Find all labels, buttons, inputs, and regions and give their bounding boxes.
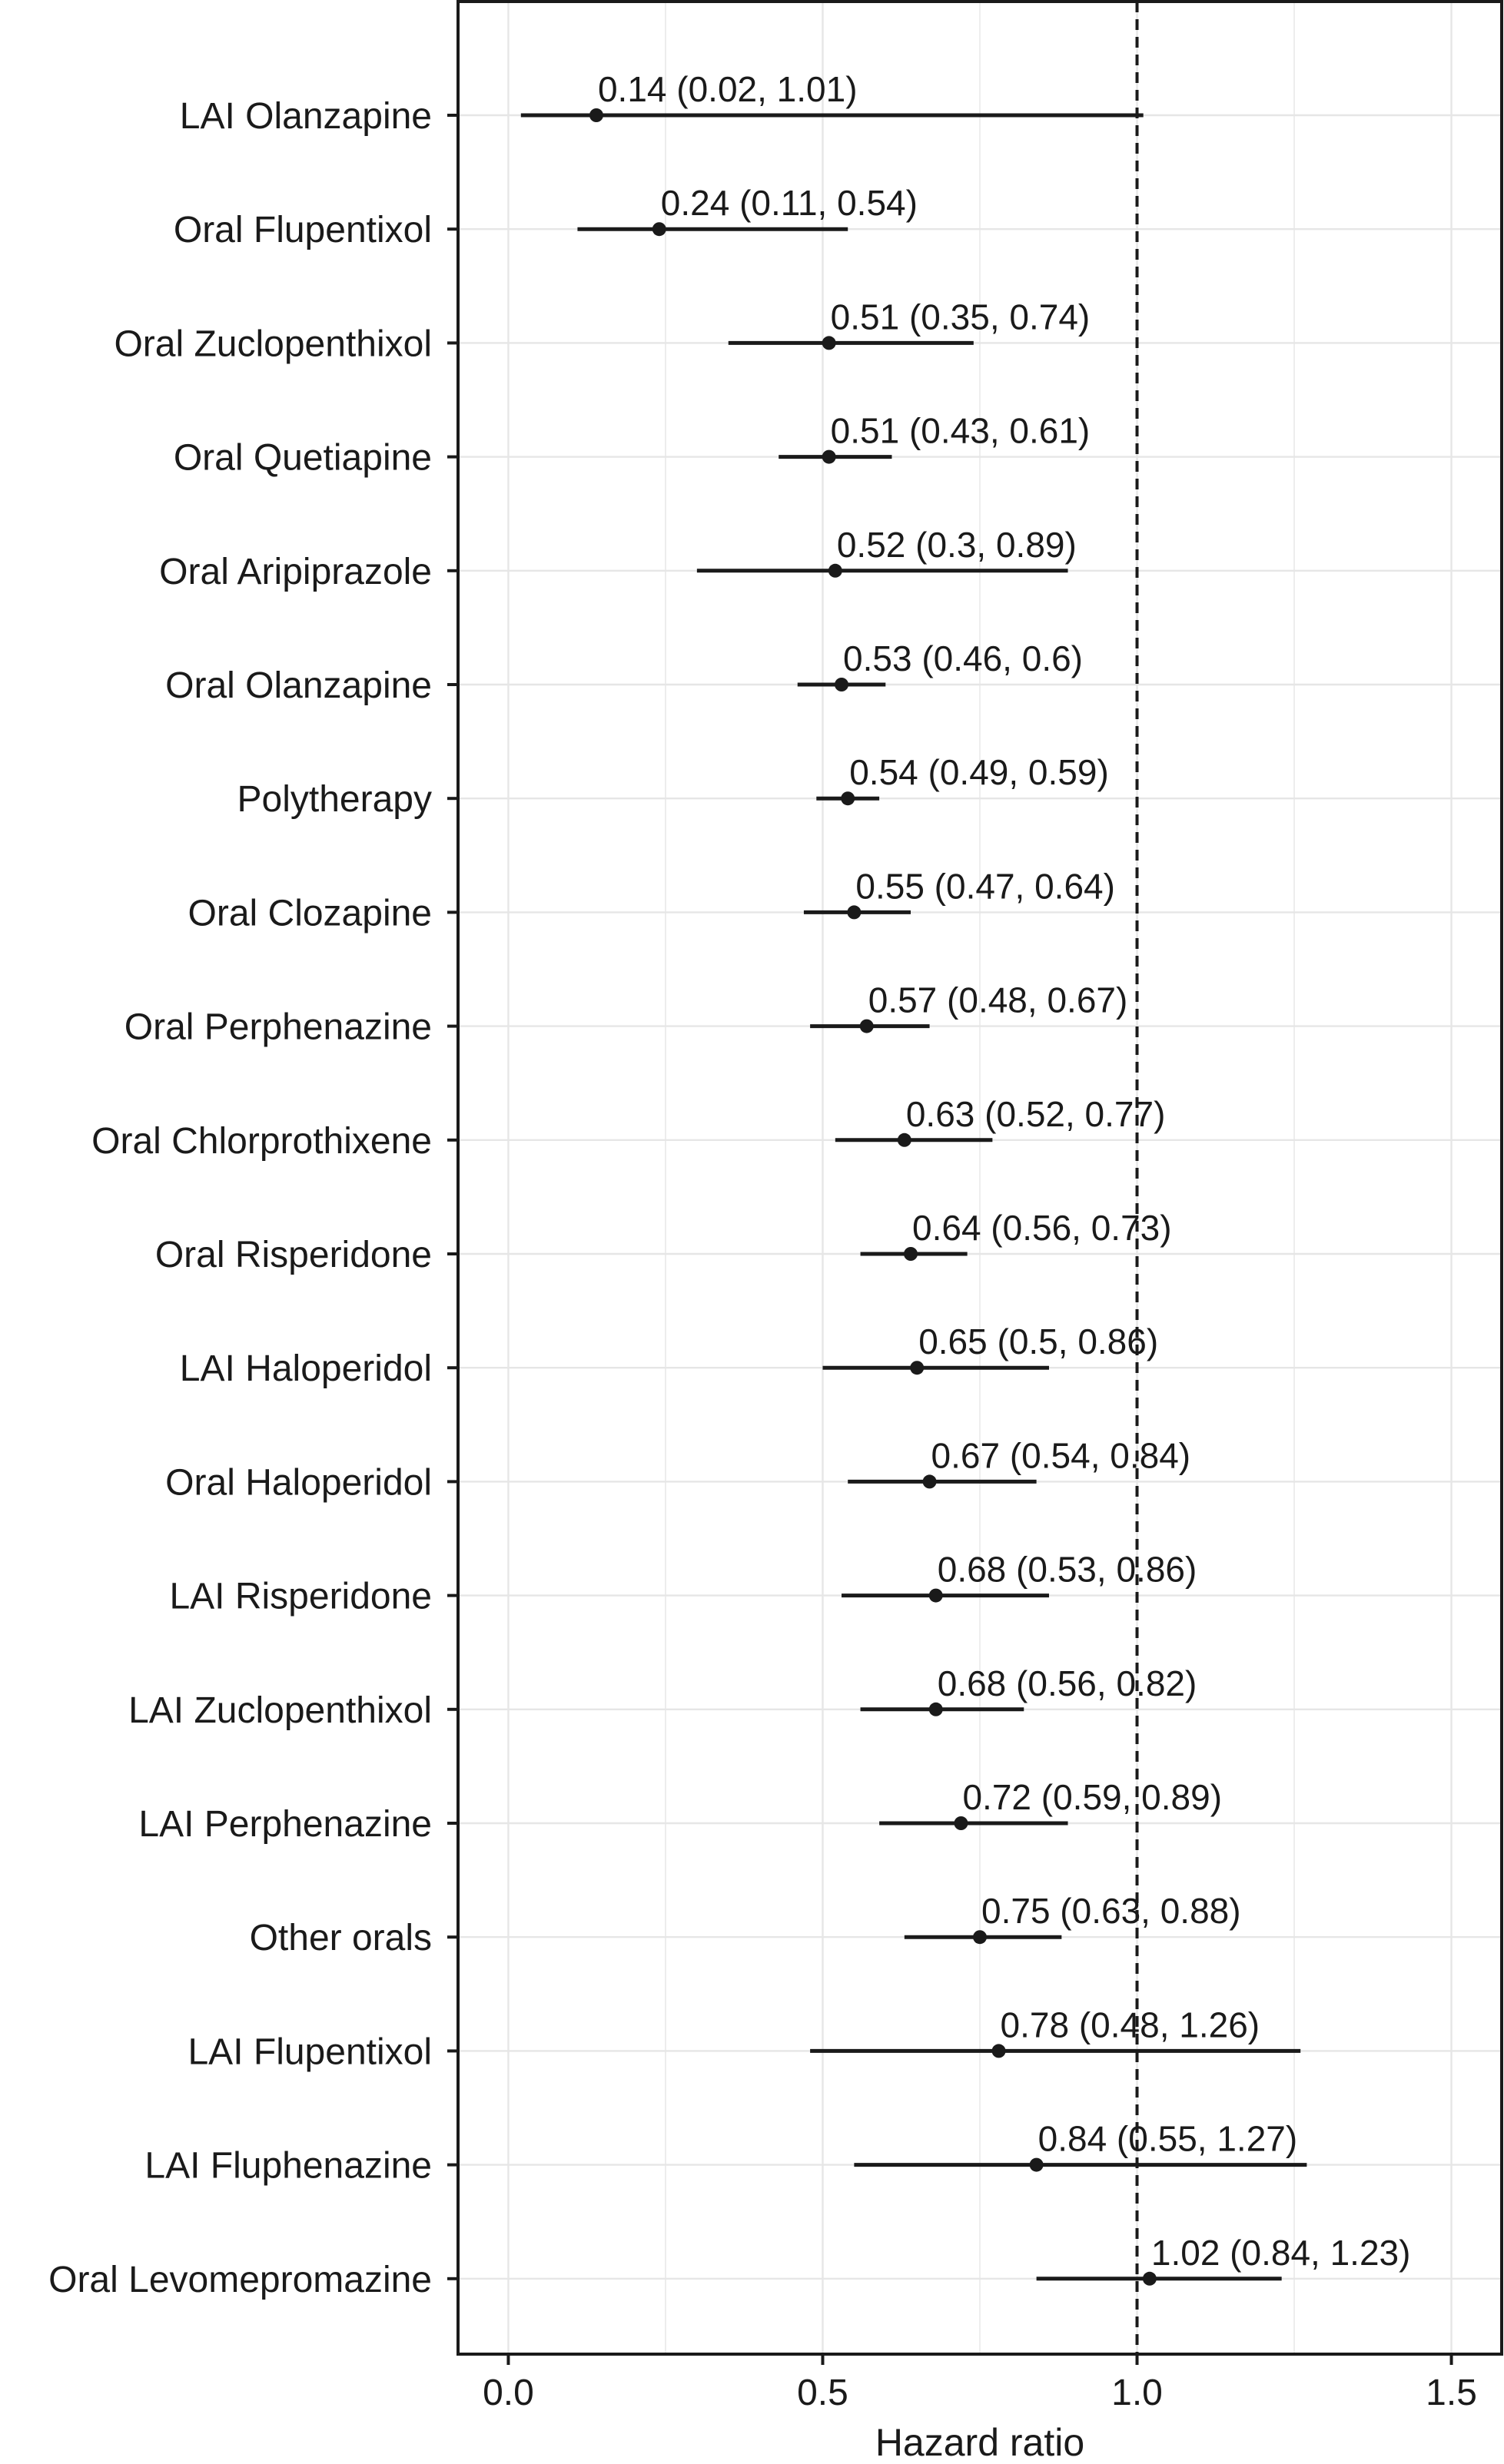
- point-estimate: [923, 1474, 937, 1488]
- y-tick-label: LAI Olanzapine: [179, 96, 432, 137]
- point-estimate: [929, 1589, 943, 1603]
- point-estimate: [898, 1133, 911, 1147]
- point-estimate: [904, 1247, 918, 1261]
- data-label: 0.55 (0.47, 0.64): [855, 866, 1115, 907]
- y-tick-label: LAI Haloperidol: [179, 1348, 432, 1390]
- point-estimate: [589, 108, 603, 122]
- y-tick-label: Oral Flupentixol: [173, 210, 432, 251]
- data-label: 0.54 (0.49, 0.59): [849, 752, 1109, 793]
- point-estimate: [822, 336, 836, 350]
- data-label: 0.57 (0.48, 0.67): [868, 980, 1128, 1020]
- y-tick-label: LAI Fluphenazine: [144, 2145, 432, 2187]
- point-estimate: [652, 222, 666, 236]
- x-tick-label: 1.0: [1111, 2373, 1163, 2413]
- data-label: 0.67 (0.54, 0.84): [931, 1435, 1191, 1476]
- x-tick-label: 0.0: [483, 2373, 534, 2413]
- point-estimate: [860, 1020, 874, 1033]
- y-tick-label: Oral Quetiapine: [173, 437, 432, 479]
- data-label: 0.72 (0.59, 0.89): [962, 1777, 1223, 1817]
- data-label: 0.78 (0.48, 1.26): [1000, 2005, 1260, 2045]
- point-estimate: [1143, 2272, 1157, 2286]
- data-label: 1.02 (0.84, 1.23): [1150, 2232, 1411, 2273]
- y-tick-label: Oral Chlorprothixene: [91, 1120, 432, 1162]
- y-tick-label: LAI Flupentixol: [188, 2031, 432, 2073]
- point-estimate: [929, 1703, 943, 1716]
- point-estimate: [847, 905, 861, 919]
- y-tick-label: LAI Risperidone: [169, 1576, 432, 1617]
- data-label: 0.65 (0.5, 0.86): [918, 1322, 1159, 1362]
- x-tick-label: 1.5: [1426, 2373, 1477, 2413]
- y-tick-label: Oral Clozapine: [188, 893, 432, 934]
- data-label: 0.84 (0.55, 1.27): [1038, 2118, 1298, 2159]
- data-label: 0.68 (0.53, 0.86): [937, 1549, 1197, 1590]
- point-estimate: [954, 1816, 968, 1830]
- y-tick-label: LAI Perphenazine: [138, 1804, 432, 1845]
- data-label: 0.52 (0.3, 0.89): [836, 524, 1077, 565]
- data-label: 0.68 (0.56, 0.82): [937, 1663, 1197, 1703]
- point-estimate: [822, 450, 836, 464]
- data-label: 0.63 (0.52, 0.77): [905, 1093, 1166, 1134]
- data-label: 0.53 (0.46, 0.6): [843, 638, 1084, 678]
- point-estimate: [992, 2044, 1006, 2058]
- y-tick-label: Oral Levomepromazine: [48, 2259, 432, 2300]
- x-tick-label: 0.5: [797, 2373, 848, 2413]
- data-label: 0.51 (0.43, 0.61): [830, 410, 1091, 451]
- point-estimate: [828, 564, 842, 578]
- y-tick-label: Oral Olanzapine: [165, 665, 432, 706]
- data-label: 0.24 (0.11, 0.54): [660, 183, 918, 224]
- data-label: 0.14 (0.02, 1.01): [597, 69, 858, 109]
- data-label: 0.51 (0.35, 0.74): [830, 297, 1091, 337]
- point-estimate: [910, 1361, 924, 1375]
- point-estimate: [841, 791, 855, 805]
- y-tick-label: Oral Haloperidol: [165, 1462, 432, 1504]
- point-estimate: [973, 1930, 987, 1944]
- point-estimate: [1030, 2158, 1044, 2172]
- y-tick-label: LAI Zuclopenthixol: [128, 1690, 432, 1731]
- data-label: 0.75 (0.63, 0.88): [981, 1891, 1241, 1932]
- y-tick-label: Oral Perphenazine: [124, 1006, 432, 1048]
- y-tick-label: Oral Aripiprazole: [159, 551, 432, 592]
- y-tick-label: Polytherapy: [237, 779, 432, 821]
- y-tick-label: Other orals: [249, 1918, 432, 1959]
- y-tick-label: Oral Zuclopenthixol: [114, 323, 432, 365]
- data-label: 0.64 (0.56, 0.73): [912, 1208, 1172, 1248]
- x-axis-title: Hazard ratio: [875, 2421, 1085, 2464]
- y-tick-label: Oral Risperidone: [154, 1235, 432, 1275]
- point-estimate: [835, 678, 848, 691]
